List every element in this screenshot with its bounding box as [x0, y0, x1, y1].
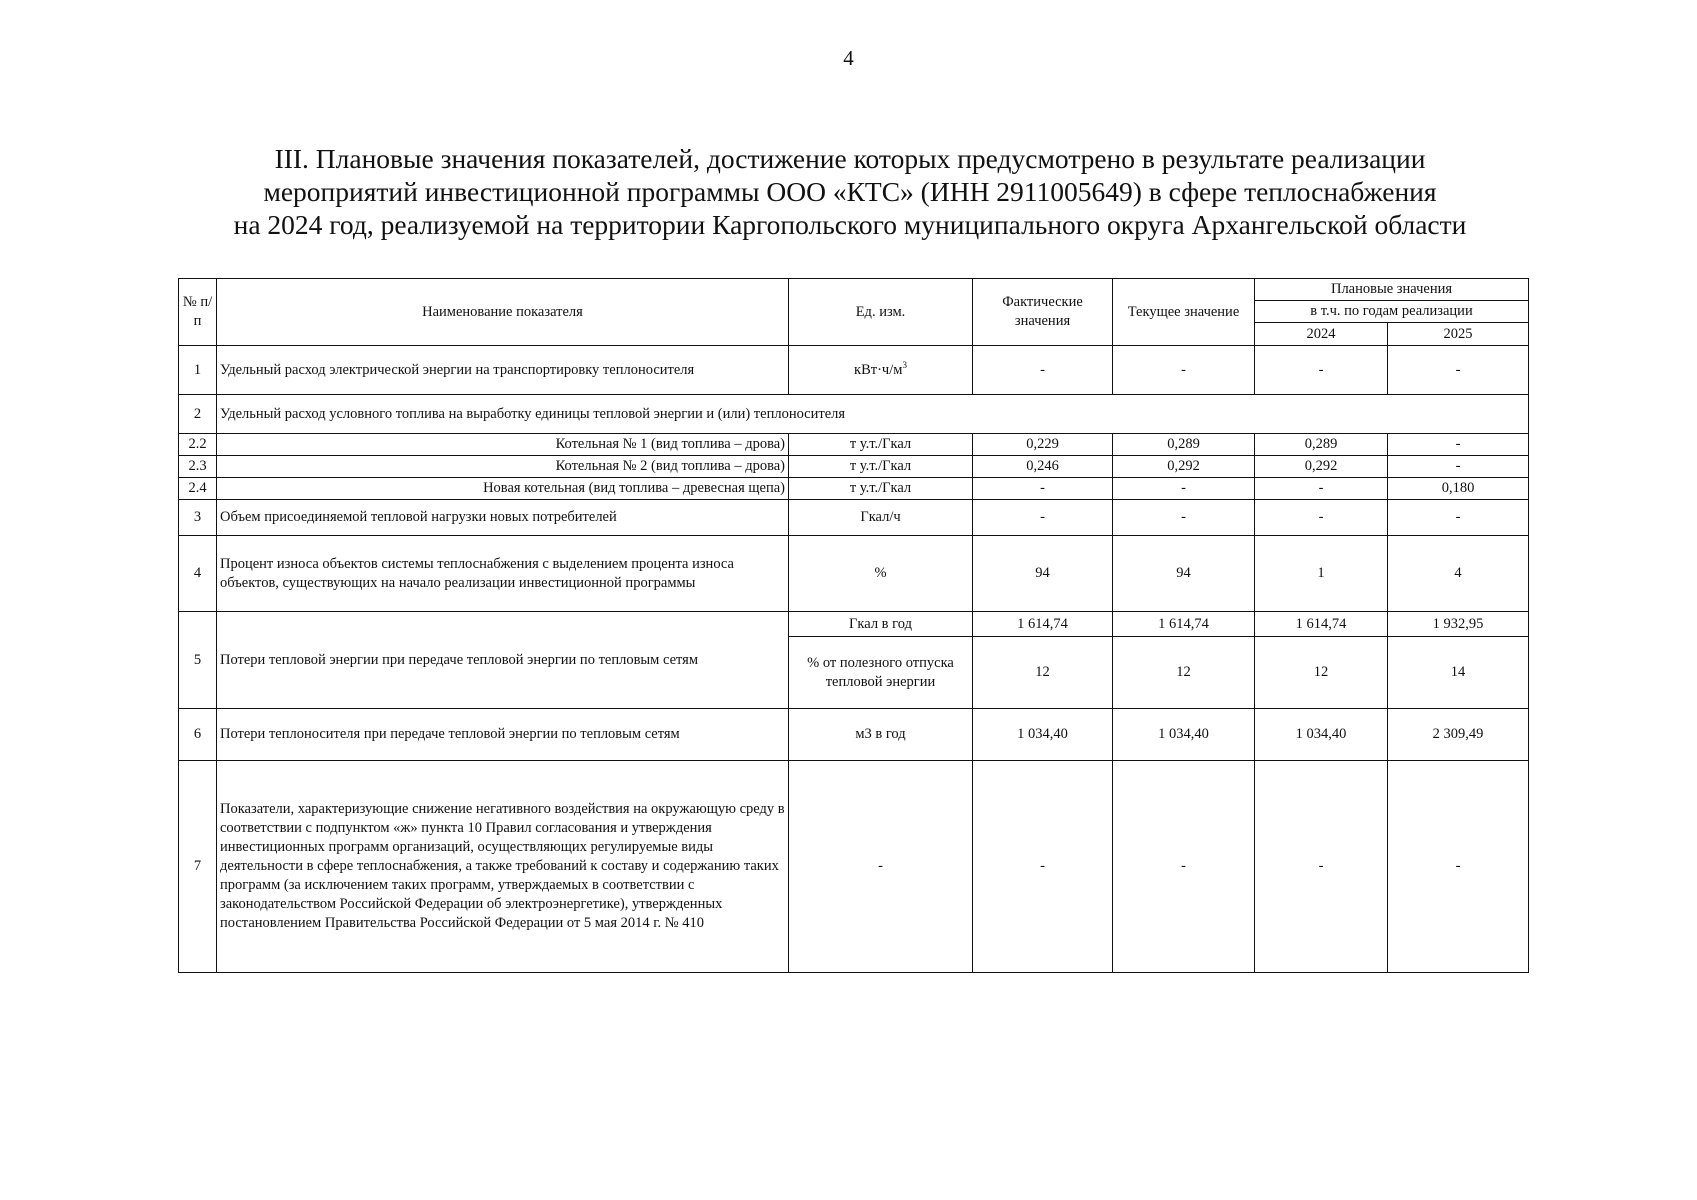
page-number: 4: [843, 46, 854, 70]
header-actual: Фактические значения: [973, 279, 1113, 346]
row-current: 0,292: [1113, 456, 1255, 478]
row-unit: т у.т./Гкал: [789, 478, 973, 500]
row-2024: 0,292: [1255, 456, 1388, 478]
row-2024: 1: [1255, 536, 1388, 612]
row-2024: -: [1255, 478, 1388, 500]
header-num: № п/п: [179, 279, 217, 346]
row-2025: -: [1388, 761, 1529, 973]
row-name: Объем присоединяемой тепловой нагрузки новых потребителей: [217, 500, 789, 536]
row-num: 7: [179, 761, 217, 973]
row-actual: 1 034,40: [973, 709, 1113, 761]
row-2024: -: [1255, 346, 1388, 395]
row-actual: -: [973, 478, 1113, 500]
row-unit: Гкал в год: [789, 612, 973, 637]
row-current: -: [1113, 478, 1255, 500]
row-2025: 2 309,49: [1388, 709, 1529, 761]
row-num: 2.4: [179, 478, 217, 500]
title-line-3: на 2024 год, реализуемой на территории Каргопольского муниципального округа Архангельской области: [233, 209, 1467, 240]
row-actual: 1 614,74: [973, 612, 1113, 637]
header-plan-by-years: в т.ч. по годам реализации: [1255, 301, 1529, 323]
row-current: 0,289: [1113, 434, 1255, 456]
row-name: Процент износа объектов системы теплоснабжения с выделением процента износа объектов, существующих на начало реализации инвестиционной программы: [217, 536, 789, 612]
row-2025: -: [1388, 346, 1529, 395]
header-name: Наименование показателя: [217, 279, 789, 346]
title-line-2: мероприятий инвестиционной программы ООО «КТС» (ИНН 2911005649) в сфере теплоснабжения: [263, 176, 1437, 207]
table-row: [179, 478, 1529, 500]
row-current: -: [1113, 346, 1255, 395]
row-current: 94: [1113, 536, 1255, 612]
row-current: 1 614,74: [1113, 612, 1255, 637]
row-unit: т у.т./Гкал: [789, 456, 973, 478]
row-actual: 0,246: [973, 456, 1113, 478]
row-actual: -: [973, 761, 1113, 973]
table-row: [179, 761, 1529, 973]
header-plan: Плановые значения: [1255, 279, 1529, 301]
table-row: [179, 612, 1529, 637]
document-title: [180, 142, 1520, 241]
row-num: 2.2: [179, 434, 217, 456]
row-2024: 1 034,40: [1255, 709, 1388, 761]
row-2025: 14: [1388, 637, 1529, 709]
row-2024: 1 614,74: [1255, 612, 1388, 637]
row-name: Потери теплоносителя при передаче тепловой энергии по тепловым сетям: [217, 709, 789, 761]
header-row-1: [179, 279, 1529, 301]
header-current: Текущее значение: [1113, 279, 1255, 346]
row-actual: 0,229: [973, 434, 1113, 456]
indicators-table: [178, 278, 1529, 973]
row-num: 2.3: [179, 456, 217, 478]
row-num: 6: [179, 709, 217, 761]
row-num: 4: [179, 536, 217, 612]
unit-superscript: 3: [902, 359, 907, 370]
row-num: 5: [179, 612, 217, 709]
table-row: [179, 709, 1529, 761]
row-num: 1: [179, 346, 217, 395]
row-unit: Гкал/ч: [789, 500, 973, 536]
row-2024: 12: [1255, 637, 1388, 709]
row-num: 2: [179, 395, 217, 434]
row-2024: 0,289: [1255, 434, 1388, 456]
row-2024: -: [1255, 500, 1388, 536]
row-unit: м3 в год: [789, 709, 973, 761]
row-2025: 0,180: [1388, 478, 1529, 500]
row-actual: -: [973, 346, 1113, 395]
row-2025: -: [1388, 500, 1529, 536]
row-unit: % от полезного отпуска тепловой энергии: [789, 637, 973, 709]
row-current: -: [1113, 761, 1255, 973]
table-row: [179, 346, 1529, 395]
row-unit: [789, 346, 973, 395]
row-actual: 12: [973, 637, 1113, 709]
table-row: [179, 395, 1529, 434]
row-2025: 4: [1388, 536, 1529, 612]
table-row: [179, 434, 1529, 456]
row-name: Котельная № 1 (вид топлива – дрова): [217, 434, 789, 456]
row-name: Показатели, характеризующие снижение негативного воздействия на окружающую среду в соответствии с подпунктом «ж» пункта 10 Правил согласования и утверждения инвестиционных программ организаций, осуществляющих регулируемые виды деятельности в сфере теплоснабжения, а также требований к составу и содержанию таких программ (за исключением таких программ, утверждаемых в соответствии с законодательством Российской Федерации об электроэнергетике), утвержденных постановлением Правительства Российской Федерации от 5 мая 2014 г. № 410: [217, 761, 789, 973]
row-2025: 1 932,95: [1388, 612, 1529, 637]
row-current: 1 034,40: [1113, 709, 1255, 761]
unit-text: кВт·ч/м: [854, 361, 903, 378]
table-row: [179, 500, 1529, 536]
row-name: Удельный расход электрической энергии на транспортировку теплоносителя: [217, 346, 789, 395]
header-year-2025: 2025: [1388, 323, 1529, 346]
row-current: -: [1113, 500, 1255, 536]
row-2025: -: [1388, 456, 1529, 478]
row-2025: -: [1388, 434, 1529, 456]
row-name: Потери тепловой энергии при передаче тепловой энергии по тепловым сетям: [217, 612, 789, 709]
table-row: [179, 456, 1529, 478]
row-num: 3: [179, 500, 217, 536]
row-name: Новая котельная (вид топлива – древесная щепа): [217, 478, 789, 500]
title-line-1: III. Плановые значения показателей, достижение которых предусмотрено в результате реализации: [274, 143, 1426, 174]
row-unit: т у.т./Гкал: [789, 434, 973, 456]
row-2024: -: [1255, 761, 1388, 973]
row-actual: -: [973, 500, 1113, 536]
row-name: Удельный расход условного топлива на выработку единицы тепловой энергии и (или) теплоносителя: [217, 395, 1529, 434]
row-unit: -: [789, 761, 973, 973]
table-row: [179, 536, 1529, 612]
row-actual: 94: [973, 536, 1113, 612]
row-unit: %: [789, 536, 973, 612]
row-name: Котельная № 2 (вид топлива – дрова): [217, 456, 789, 478]
row-current: 12: [1113, 637, 1255, 709]
header-unit: Ед. изм.: [789, 279, 973, 346]
header-year-2024: 2024: [1255, 323, 1388, 346]
